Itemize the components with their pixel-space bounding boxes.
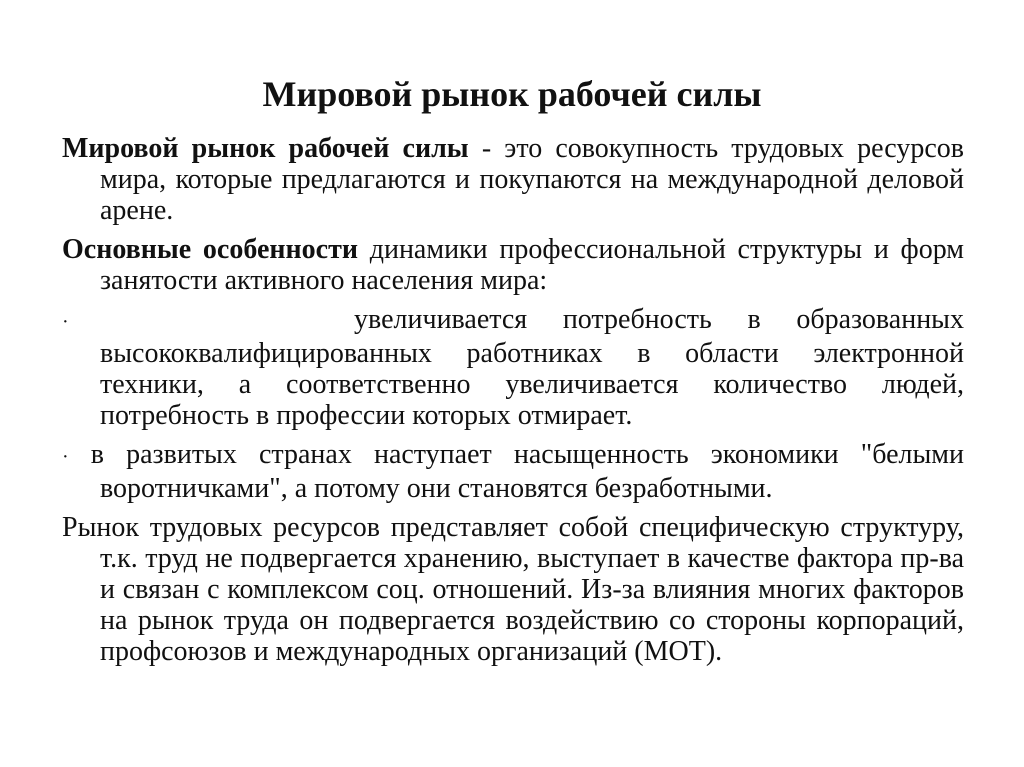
slide-title: Мировой рынок рабочей силы [262,74,762,114]
slide-body [62,133,971,675]
bullet-item-1 [62,304,971,431]
definition-paragraph [62,133,964,226]
definition-text: - это совокупность трудовых ресурсов мира, которые предлагаются и покупаются на международной деловой арене. [100,133,964,226]
definition-term: Мировой рынок рабочей силы [62,133,469,164]
bullet-text: увеличивается потребность в образованных высококвалифицированных работниках в области электронной техники, а соответственно увеличивается количество людей, потребность в профессии которых отмирает. [68,304,971,431]
closing-paragraph: Рынок трудовых ресурсов представляет собой специфическую структуру, т.к. труд не подвергается хранению, выступает в качестве фактора пр-ва и связан с комплексом соц. отношений. Из-за влияния многих факторов на рынок труда он подвергается воздействию со стороны корпораций, профсоюзов и международных организаций (МОТ). [62,512,964,667]
features-text: динамики профессиональной структуры и форм занятости активного населения мира: [100,234,964,296]
bullet-marker: · [62,446,69,468]
bullet-text: в развитых странах наступает насыщенность экономики "белыми воротничками", а потому они становятся безработными. [68,439,964,504]
features-paragraph [62,234,964,296]
features-term: Основные особенности [62,234,358,265]
bullet-item-2 [62,439,964,504]
bullet-marker: · [62,311,69,333]
